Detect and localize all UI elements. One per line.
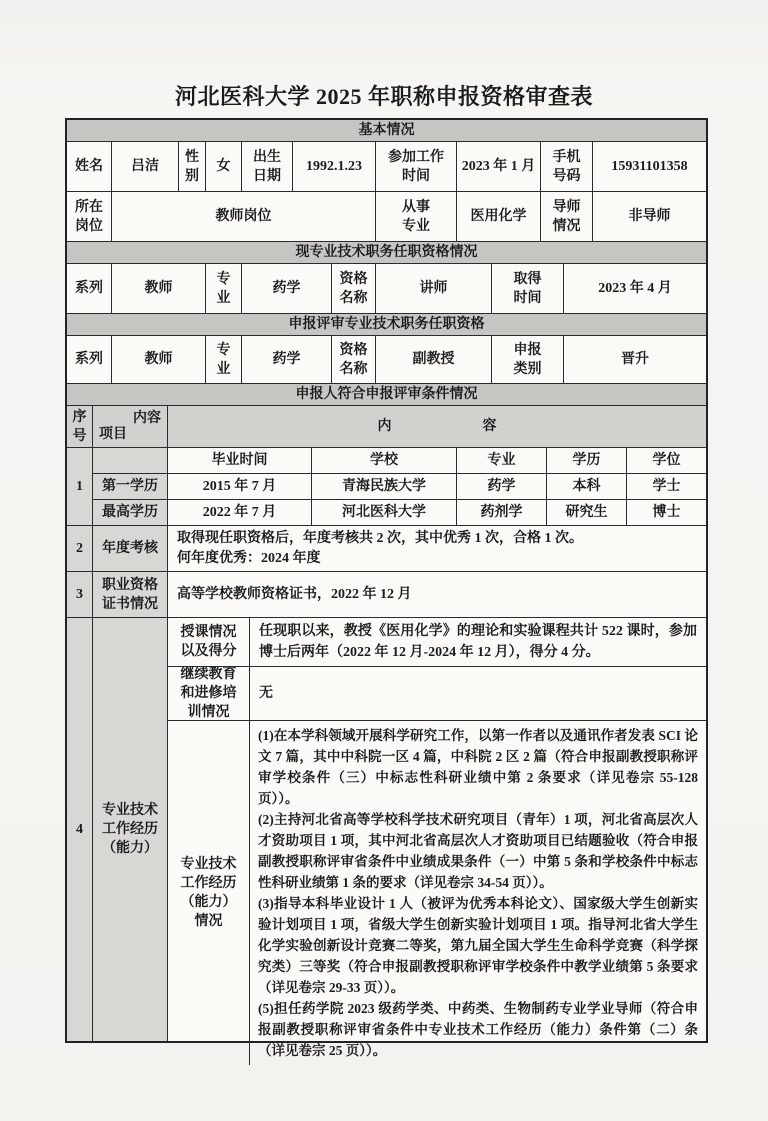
current-qual-name-value: 讲师 [376, 264, 492, 314]
current-obtain-time-value: 2023 年 4 月 [564, 264, 706, 314]
apply-series-label: 系列 [67, 336, 112, 384]
col-item-header [93, 406, 168, 448]
first-degree-school: 青海民族大学 [312, 474, 457, 500]
work-start-label: 参加工作时间 [376, 142, 457, 192]
apply-type-label: 申报类别 [492, 336, 564, 384]
highest-degree-school: 河北医科大学 [312, 500, 457, 526]
experience-label: 专业技术工作经历（能力）情况 [168, 721, 250, 1065]
row1-no: 1 [67, 448, 93, 526]
certificate-text: 高等学校教师资格证书，2022 年 12 月 [177, 587, 412, 602]
birth-date-label: 出生日期 [242, 142, 293, 192]
row2-no: 2 [67, 526, 93, 572]
education-training-subrow [168, 667, 706, 721]
education-col-major: 专业 [457, 448, 547, 474]
col-item-header-top: 内容 [133, 411, 161, 426]
current-series-value: 教师 [112, 264, 206, 314]
highest-degree-row [93, 500, 706, 526]
row3-item: 职业资格证书情况 [93, 572, 168, 618]
col-item-header-bottom: 项目 [99, 427, 127, 442]
education-col-degree: 学历 [547, 448, 627, 474]
phone-label: 手机号码 [541, 142, 593, 192]
education-col-school: 学校 [312, 448, 457, 474]
birth-date-value: 1992.1.23 [293, 142, 376, 192]
first-degree-row [93, 474, 706, 500]
current-series-label: 系列 [67, 264, 112, 314]
first-degree-label: 第一学历 [93, 474, 168, 500]
current-qual-section [67, 242, 706, 264]
teaching-text: 任现职以来，教授《医用化学》的理论和实验课程共计 522 课时，参加博士后两年（2022 年 12 月-2024 年 12 月），得分 4 分。 [259, 624, 697, 660]
current-qual-row [67, 264, 706, 314]
current-obtain-time-label: 取得时间 [492, 264, 564, 314]
col-content-header: 内容 [168, 406, 706, 448]
work-major-value: 医用化学 [457, 192, 541, 242]
experience-subrow [168, 721, 706, 1065]
row2-content [168, 526, 706, 572]
teaching-content [250, 618, 706, 667]
review-form-table [65, 118, 708, 1058]
first-degree-time: 2015 年 7 月 [168, 474, 312, 500]
name-label: 姓名 [67, 142, 112, 192]
work-major-label: 从事专业 [376, 192, 457, 242]
first-degree-title: 学士 [627, 474, 706, 500]
conditions-header: 申报人符合申报评审条件情况 [67, 384, 706, 406]
current-major-label: 专业 [206, 264, 242, 314]
experience-paragraph-3: (3)指导本科毕业设计 1 人（被评为优秀本科论文）、国家级大学生创新实验计划项目 1 项，省级大学生创新实验计划项目 1 项。指导河北省大学生化学实验创新设计竞赛二等奖，第九届全国大学生生命科学竞赛（科学探究类）三等奖（符合申报副教授职称评审学校条件中教学业绩第 5 条要求（详见卷宗 29-33 页））。 [258, 896, 698, 995]
row3-no: 3 [67, 572, 93, 618]
education-training-label: 继续教育和进修培训情况 [168, 667, 250, 721]
conditions-section [67, 384, 706, 406]
col-no-header: 序号 [67, 406, 93, 448]
experience-content [250, 721, 706, 1065]
teaching-label: 授课情况以及得分 [168, 618, 250, 667]
experience-paragraph-4: (5)担任药学院 2023 级药学类、中药类、生物制药专业学业导师（符合申报副教授职称评审省条件中专业技术工作经历（能力）条件第（二）条（详见卷宗 25 页））。 [258, 1001, 698, 1058]
post-value: 教师岗位 [112, 192, 376, 242]
apply-qual-header: 申报评审专业技术职务任职资格 [67, 314, 706, 336]
apply-qual-name-value: 副教授 [376, 336, 492, 384]
page-title: 河北医科大学 2025 年职称申报资格审查表 [174, 84, 593, 109]
condition-row-certificate [67, 572, 706, 618]
education-col-time: 毕业时间 [168, 448, 312, 474]
highest-degree-time: 2022 年 7 月 [168, 500, 312, 526]
assessment-line-2: 何年度优秀：2024 年度 [177, 550, 321, 566]
apply-major-label: 专业 [206, 336, 242, 384]
basic-row-2 [67, 192, 706, 242]
education-header-row [93, 448, 706, 474]
row4-item: 专业技术工作经历（能力） [93, 618, 168, 1041]
highest-degree-level: 研究生 [547, 500, 627, 526]
conditions-columns-header [67, 406, 706, 448]
education-training-text: 无 [259, 686, 273, 701]
first-degree-major: 药学 [457, 474, 547, 500]
basic-row-1 [67, 142, 706, 192]
highest-degree-major: 药剂学 [457, 500, 547, 526]
assessment-line-1: 取得现任职资格后，年度考核共 2 次，其中优秀 1 次，合格 1 次。 [177, 530, 583, 546]
row3-content [168, 572, 706, 618]
work-start-value: 2023 年 1 月 [457, 142, 541, 192]
basic-info-header: 基本情况 [67, 120, 706, 142]
apply-qual-row [67, 336, 706, 384]
experience-paragraph-1: (1)在本学科领域开展科学研究工作，以第一作者以及通讯作者发表 SCI 论文 7 篇，其中中科院一区 4 篇，中科院 2 区 2 篇（符合申报副教授职称评审学校条件（三）中标志性科研业绩中第 2 条要求（详见卷宗 55-128 页））。 [258, 728, 698, 806]
experience-paragraph-2: (2)主持河北省高等学校科学技术研究项目（青年）1 项，河北省高层次人才资助项目 1 项，其中河北省高层次人才资助项目已结题验收（符合申报副教授职称评审省条件中业绩成果条件（一）中第 5 条和学校条件中标志性科研业绩第 1 条的要求（详见卷宗 34-54 页））。 [258, 812, 698, 890]
row2-item: 年度考核 [93, 526, 168, 572]
education-corner-cell [93, 448, 168, 474]
education-training-content [250, 667, 706, 721]
current-major-value: 药学 [242, 264, 332, 314]
name-value: 吕洁 [112, 142, 179, 192]
post-label: 所在岗位 [67, 192, 112, 242]
highest-degree-label: 最高学历 [93, 500, 168, 526]
highest-degree-title: 博士 [627, 500, 706, 526]
current-qual-name-label: 资格名称 [332, 264, 376, 314]
basic-info-section [67, 120, 706, 142]
gender-value: 女 [206, 142, 242, 192]
row4-no: 4 [67, 618, 93, 1041]
condition-row-education [67, 448, 706, 526]
education-col-title: 学位 [627, 448, 706, 474]
apply-qual-name-label: 资格名称 [332, 336, 376, 384]
apply-type-value: 晋升 [564, 336, 706, 384]
mentor-label: 导师情况 [541, 192, 593, 242]
apply-major-value: 药学 [242, 336, 332, 384]
condition-row-assessment [67, 526, 706, 572]
apply-qual-section [67, 314, 706, 336]
phone-value: 15931101358 [593, 142, 706, 192]
mentor-value: 非导师 [593, 192, 706, 242]
gender-label: 性别 [179, 142, 206, 192]
apply-series-value: 教师 [112, 336, 206, 384]
first-degree-level: 本科 [547, 474, 627, 500]
teaching-subrow [168, 618, 706, 667]
current-qual-header: 现专业技术职务任职资格情况 [67, 242, 706, 264]
condition-row-experience [67, 618, 706, 1058]
